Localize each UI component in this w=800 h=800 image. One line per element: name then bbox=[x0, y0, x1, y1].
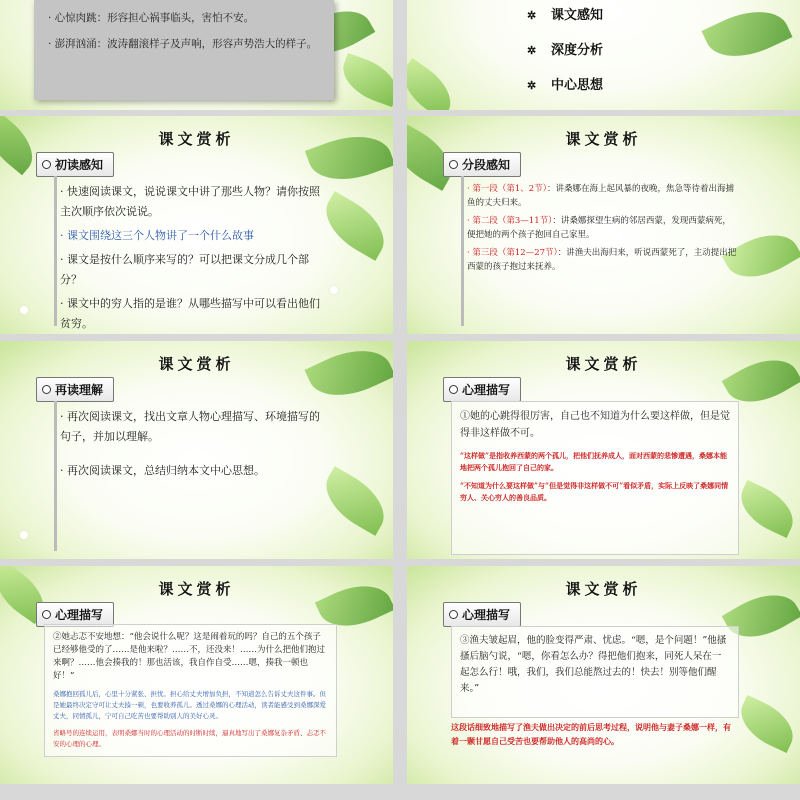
quote-text: ②她忐忑不安地想：“他会说什么呢？这是闹着玩的吗？自己的五个孩子已经够他受的了……是他来啦？……不，还没来！……为什么把他们抱过来啊？……他会揍我的！那也活该，我自作自受……嗯，揍我一顿也好！” bbox=[53, 632, 326, 681]
leaf-decoration bbox=[304, 341, 393, 410]
analysis-note: 这段话细致地描写了渔夫做出决定的前后思考过程，说明他与妻子桑娜一样，有着一颗甘愿自己受苦也要帮助他人的高尚的心。 bbox=[451, 722, 731, 746]
leaf-decoration bbox=[732, 695, 800, 753]
quote-text: ①她的心跳得很厉害，自己也不知道为什么要这样做，但是觉得非这样做不可。 bbox=[460, 411, 730, 439]
bullet-icon bbox=[449, 385, 458, 394]
bullet-icon bbox=[42, 385, 51, 394]
menu-list bbox=[527, 4, 603, 109]
slide-psychology-2[interactable] bbox=[0, 566, 393, 784]
star-icon: ✲ bbox=[527, 79, 537, 92]
slide-vocab[interactable] bbox=[0, 0, 393, 110]
menu-item[interactable]: ✲ 中心思想 bbox=[527, 78, 604, 93]
leaf-decoration bbox=[701, 0, 792, 71]
slide-title: 课文赏析 bbox=[158, 580, 235, 598]
flower-decoration bbox=[330, 286, 338, 294]
content-box bbox=[44, 624, 337, 757]
body-line: · 课文中的穷人指的是谁？从哪些描写中可以看出他们贫穷。 bbox=[60, 297, 320, 330]
flower-decoration bbox=[20, 306, 28, 314]
menu-item[interactable]: ✲ 课文感知 bbox=[527, 8, 604, 23]
slide-title: 课文赏析 bbox=[158, 130, 235, 148]
body-line: · 课文是按什么顺序来写的？可以把课文分成几个部分？ bbox=[60, 253, 309, 286]
section-tag: 初读感知 bbox=[36, 152, 114, 177]
slide-title: 课文赏析 bbox=[158, 355, 235, 373]
divider bbox=[461, 176, 464, 326]
slide-title: 课文赏析 bbox=[565, 130, 642, 148]
body-line: · 课文围绕这三个人物讲了一个什么故事 bbox=[60, 229, 254, 242]
leaf-decoration bbox=[336, 53, 393, 107]
slide-reread[interactable] bbox=[0, 341, 393, 559]
slide-body bbox=[467, 182, 737, 278]
slide-body bbox=[60, 407, 330, 485]
content-box bbox=[451, 401, 739, 555]
analysis-note: 桑娜抱回孤儿后，心里十分紧张、担忧。担心给丈夫增加负担，不知道怎么告诉丈夫这件事。但是她最终决定守可让丈夫揍一顿，也要收养孤儿。透过桑娜的心理活动，读者能感受到桑娜深爱丈夫，同情孤儿，宁可自己吃苦也要帮助别人的美好心灵。 bbox=[53, 690, 326, 720]
body-line: · 再次阅读课文，找出文章人物心理描写、环境描写的句子，并加以理解。 bbox=[60, 410, 320, 443]
slide-psychology-1[interactable] bbox=[407, 341, 800, 559]
slide-title: 课文赏析 bbox=[565, 580, 642, 598]
body-line: · 快速阅读课文，说说课文中讲了那些人物？请你按照主次顺序依次说说。 bbox=[60, 185, 320, 218]
quote-text: ③渔夫皱起眉，他的脸变得严肃、忧虑。“嗯，是个问题！”他搔搔后脑勺说，“嗯，你看怎么办？得把他们抱来，同死人呆在一起怎么行！哦，我们，我们总能熬过去的！快去！别等他们醒来。” bbox=[460, 635, 727, 694]
section-tag: 分段感知 bbox=[443, 152, 521, 177]
section-tag: 心理描写 bbox=[443, 377, 521, 402]
bullet-icon bbox=[449, 160, 458, 169]
slide-menu[interactable] bbox=[407, 0, 800, 110]
slide-first-reading[interactable] bbox=[0, 116, 393, 334]
content-box bbox=[451, 626, 739, 718]
slide-title: 课文赏析 bbox=[565, 355, 642, 373]
vocab-box bbox=[34, 0, 334, 100]
section-tag: 心理描写 bbox=[443, 602, 521, 627]
body-line: · 再次阅读课文，总结归纳本文中心思想。 bbox=[60, 464, 265, 477]
analysis-note: “这样做”是指收养西蒙的两个孤儿，把他们抚养成人，面对西蒙的悲惨遭遇，桑娜本能地把两个孤儿抱回了自己的家。 bbox=[460, 451, 728, 472]
slide-sections[interactable] bbox=[407, 116, 800, 334]
leaf-decoration bbox=[407, 58, 461, 110]
bullet-icon bbox=[42, 160, 51, 169]
section-part: · 第三段（第12—27节）：讲渔夫出海归来，听说西蒙死了，主动提出把西蒙的孩子抱过来抚养。 bbox=[467, 248, 737, 272]
star-icon: ✲ bbox=[527, 44, 537, 57]
section-part: · 第一段（第1、2节）：讲桑娜在海上起风暴的夜晚，焦急等待着出海捕鱼的丈夫归来。 bbox=[467, 184, 734, 208]
leaf-decoration bbox=[732, 480, 800, 538]
star-icon: ✲ bbox=[527, 9, 537, 22]
slide-psychology-3[interactable] bbox=[407, 566, 800, 784]
analysis-note: 省略号的连续运用，表明桑娜当时的心理活动的时断时续，逼真地写出了桑娜复杂矛盾、忐忑不安的心理的心理。 bbox=[53, 729, 326, 748]
divider bbox=[54, 401, 57, 551]
section-tag: 再读理解 bbox=[36, 377, 114, 402]
menu-item[interactable]: ✲ 深度分析 bbox=[527, 43, 604, 58]
bullet-icon bbox=[449, 610, 458, 619]
analysis-note: “不知道为什么要这样做”与“但是觉得非这样做不可”看似矛盾，实际上反映了桑娜同情穷人、关心穷人的善良品质。 bbox=[460, 481, 729, 502]
divider bbox=[54, 176, 57, 326]
vocab-line: · 心惊肉跳：形容担心祸事临头，害怕不安。 bbox=[48, 12, 255, 24]
vocab-line: · 澎湃汹涌：波涛翻滚样子及声响，形容声势浩大的样子。 bbox=[48, 38, 318, 50]
slide-body bbox=[60, 182, 330, 334]
section-part: · 第二段（第3—11节）：讲桑娜探望生病的邻居西蒙，发现西蒙病死，便把她的两个孩子抱回自己家里。 bbox=[467, 216, 731, 240]
flower-decoration bbox=[20, 531, 28, 539]
bullet-icon bbox=[42, 610, 51, 619]
section-tag: 心理描写 bbox=[36, 602, 114, 627]
